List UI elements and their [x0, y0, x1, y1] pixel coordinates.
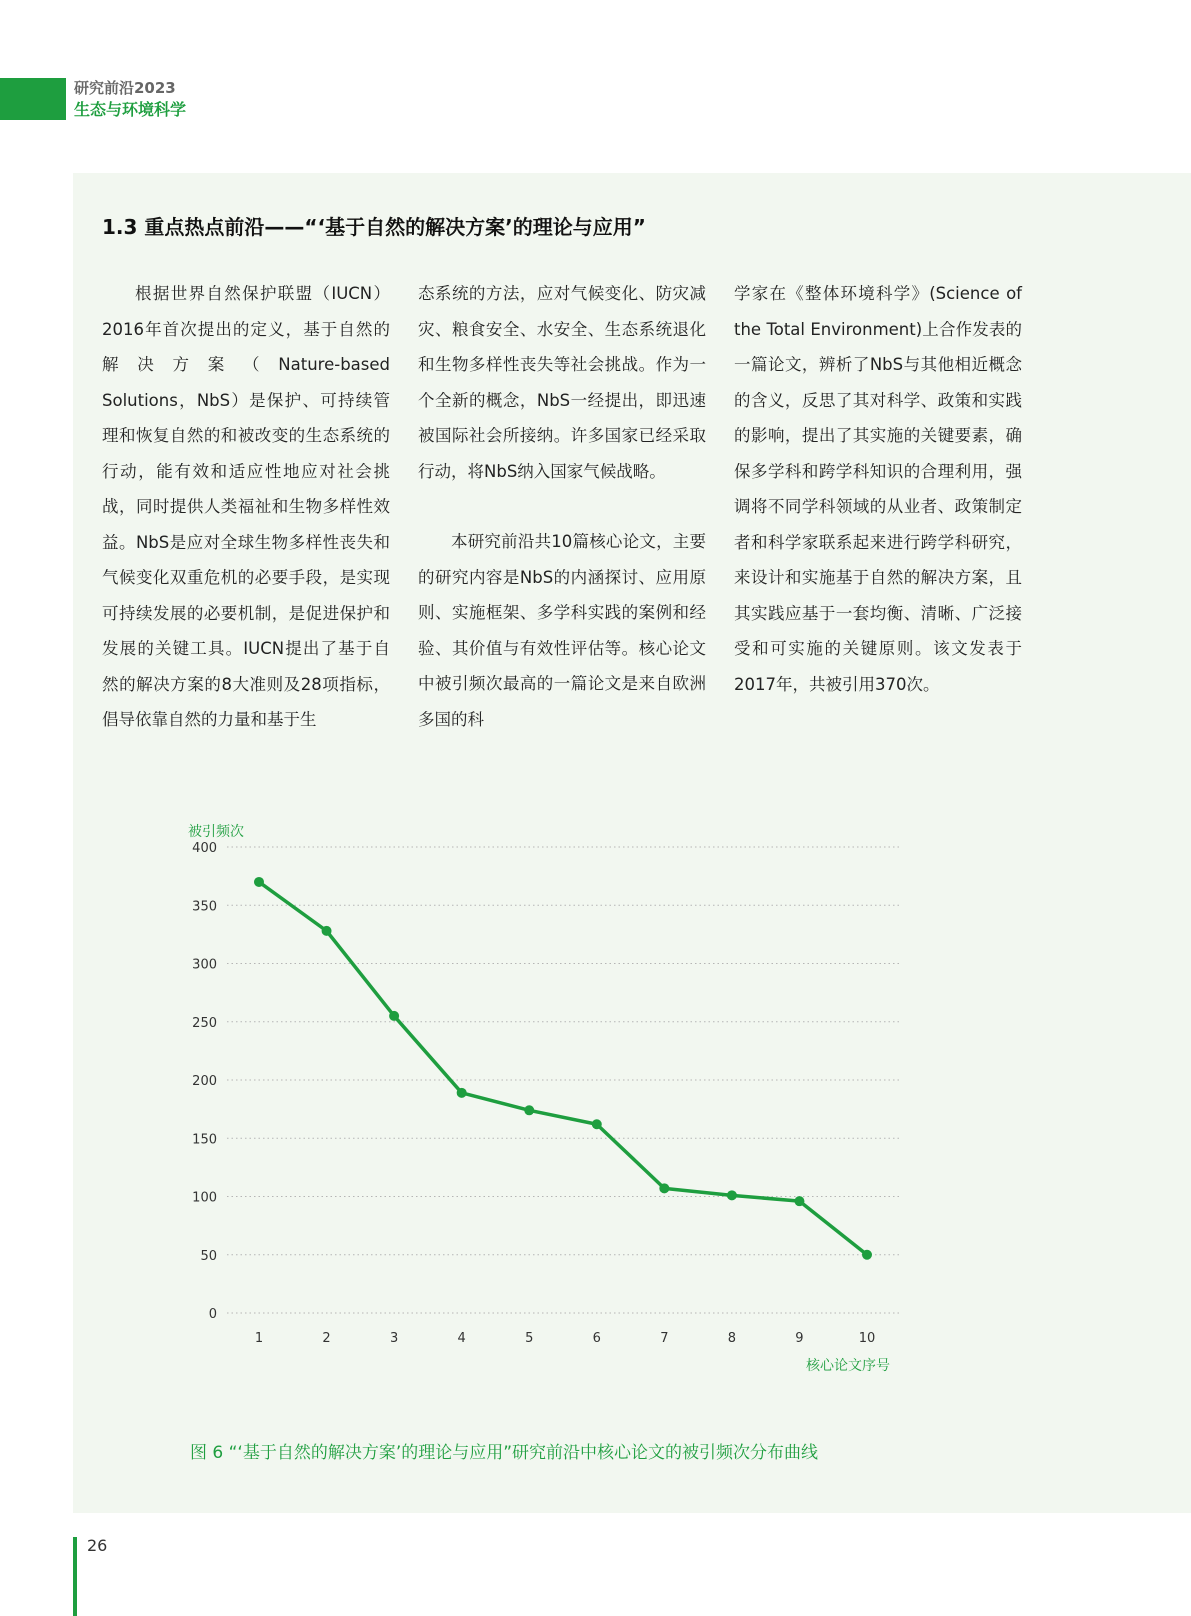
y-tick-label: 350 — [192, 899, 217, 915]
data-point — [254, 877, 264, 887]
y-tick-label: 100 — [192, 1190, 217, 1206]
y-tick-label: 400 — [192, 841, 217, 856]
footer-accent-bar — [73, 1537, 77, 1616]
paragraph: 学家在《整体环境科学》(Science of the Total Environment)上合作发表的一篇论文，辨析了NbS与其他相近概念的含义，反思了其对科学、政策和实践的影响，提出了其实施的关键要素，确保多学科和跨学科知识的合理利用，强调将不同学科领域的从业者、政策制定者和科学家联系起来进行跨学科研究，来设计和实施基于自然的解决方案，且其实践应基于一套均衡、清晰、广泛接受和可实施的关键原则。该文发表于2017年，共被引用370次。 — [734, 284, 1022, 694]
y-tick-label: 200 — [192, 1074, 217, 1089]
text-column-2 — [418, 276, 706, 737]
y-tick-label: 50 — [200, 1248, 217, 1264]
figure-caption: 图 6 “‘基于自然的解决方案’的理论与应用”研究前沿中核心论文的被引频次分布曲线 — [190, 1443, 819, 1463]
data-point — [592, 1119, 602, 1129]
data-point — [727, 1190, 737, 1200]
paragraph: 本研究前沿共10篇核心论文，主要的研究内容是NbS的内涵探讨、应用原则、实施框架、多学科实践的案例和经验、其价值与有效性评估等。核心论文中被引频次最高的一篇论文是来自欧洲多国的科 — [418, 532, 706, 729]
data-point — [659, 1183, 669, 1193]
y-axis-label: 被引频次 — [188, 824, 244, 840]
x-tick-label: 6 — [592, 1331, 601, 1346]
data-point — [322, 926, 332, 936]
report-title: 研究前沿2023 — [74, 79, 176, 97]
x-tick-label: 3 — [389, 1331, 399, 1346]
x-tick-label: 8 — [727, 1331, 737, 1346]
citation-line-chart — [150, 820, 950, 1420]
data-point — [862, 1250, 872, 1260]
report-subtitle: 生态与环境科学 — [74, 100, 187, 119]
x-tick-label: 4 — [457, 1331, 466, 1346]
data-point — [389, 1011, 399, 1021]
y-tick-label: 150 — [192, 1132, 217, 1148]
data-point — [524, 1105, 534, 1115]
series-line — [259, 882, 867, 1255]
y-tick-label: 250 — [192, 1015, 217, 1031]
x-tick-label: 7 — [660, 1331, 669, 1346]
y-tick-label: 0 — [208, 1307, 217, 1322]
section-title: 1.3 重点热点前沿——“‘基于自然的解决方案’的理论与应用” — [102, 215, 646, 239]
data-point — [794, 1196, 804, 1206]
x-tick-label: 5 — [525, 1331, 534, 1346]
text-column-3 — [734, 276, 1022, 702]
page-number: 26 — [87, 1536, 108, 1555]
running-header — [74, 78, 186, 120]
x-tick-label: 9 — [795, 1331, 804, 1346]
header-accent-bar — [0, 78, 66, 120]
text-column-1 — [102, 276, 390, 738]
x-tick-label: 1 — [254, 1331, 264, 1346]
data-point — [457, 1088, 467, 1098]
y-tick-label: 300 — [192, 957, 217, 973]
x-tick-label: 10 — [858, 1331, 876, 1346]
paragraph: 态系统的方法，应对气候变化、防灾减灾、粮食安全、水安全、生态系统退化和生物多样性丧失等社会挑战。作为一个全新的概念，NbS一经提出，即迅速被国际社会所接纳。许多国家已经采取行动，将NbS纳入国家气候战略。 — [418, 284, 706, 481]
x-tick-label: 2 — [322, 1331, 331, 1346]
paragraph: 根据世界自然保护联盟（IUCN）2016年首次提出的定义，基于自然的解决方案（Nature-based Solutions，NbS）是保护、可持续管理和恢复自然的和被改变的生态系统的行动，能有效和适应性地应对社会挑战，同时提供人类福祉和生物多样性效益。NbS是应对全球生物多样性丧失和气候变化双重危机的必要手段，是实现可持续发展的必要机制，是促进保护和发展的关键工具。IUCN提出了基于自然的解决方案的8大准则及28项指标，倡导依靠自然的力量和基于生 — [102, 284, 390, 729]
x-axis-label: 核心论文序号 — [806, 1358, 890, 1374]
